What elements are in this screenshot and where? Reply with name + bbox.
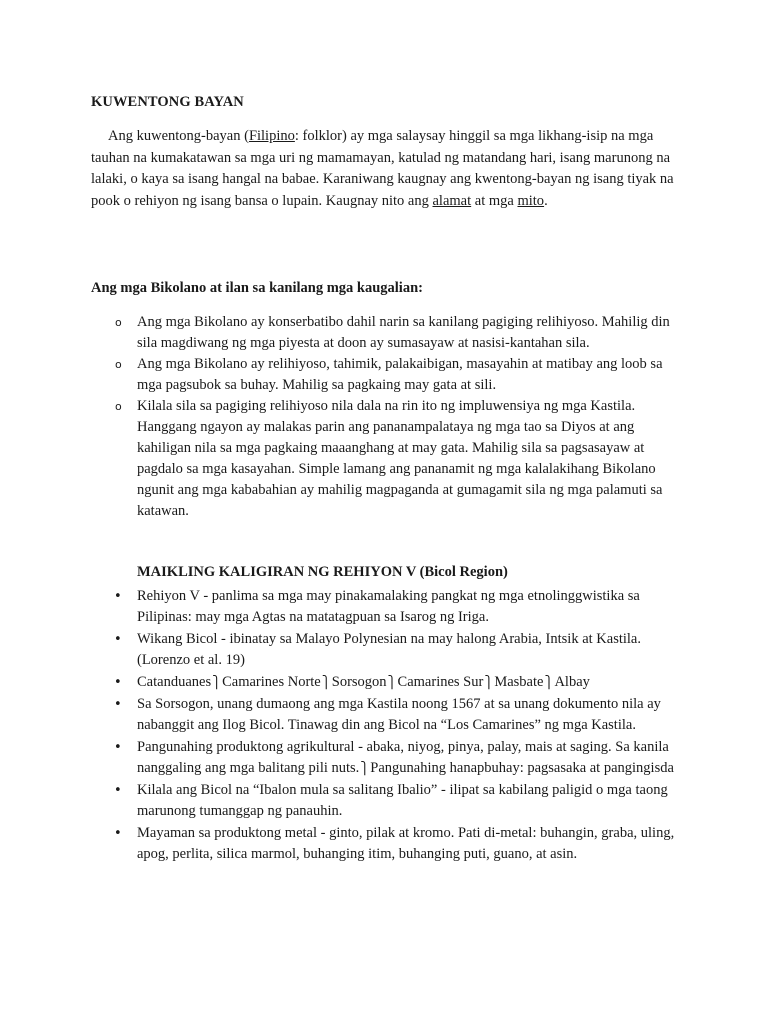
- province-name: Sorsogon: [331, 674, 387, 690]
- intro-paragraph: [91, 126, 691, 212]
- list-item-text: Sa Sorsogon, unang dumaong ang mga Kastila noong 1567 at sa unang dokumento nila ay nabanggit ang Ilog Bicol. Tinawag din ang Bicol na “Los Camarines” ng mga Kastila.: [137, 696, 661, 733]
- intro-text-3: at mga: [471, 192, 518, 209]
- circle-bullet-icon: o: [115, 400, 122, 413]
- list-item-text: Wikang Bicol - ibinatay sa Malayo Polynesian na may halong Arabia, Intsik at Kastila. (Lorenzo et al. 19): [137, 631, 641, 668]
- link-alamat[interactable]: alamat: [432, 192, 472, 209]
- list-item: [91, 629, 691, 671]
- circle-bullet-icon: o: [115, 358, 122, 371]
- province-name: Camarines Sur: [397, 674, 484, 690]
- disc-bullet-icon: •: [114, 589, 122, 604]
- province-name: Masbate: [494, 674, 544, 690]
- list-item-text: Ang mga Bikolano ay relihiyoso, tahimik, palakaibigan, masayahin at matibay ang loob sa mga pagsubok sa buhay. Mahilig sa pagkaing may gata at sili.: [137, 356, 663, 393]
- list-item: [91, 396, 691, 522]
- province-name: Catanduanes: [137, 674, 212, 690]
- bracket-separator-icon: ⎫: [544, 675, 554, 689]
- intro-text-4: .: [544, 192, 548, 209]
- list-item-text: Rehiyon V - panlima sa mga may pinakamalaking pangkat ng mga etnolinggwistika sa Pilipinas: may mga Agtas na matatagpuan sa Isarog ng Iriga.: [137, 588, 640, 625]
- link-filipino[interactable]: Filipino: [248, 128, 295, 144]
- list-item: [91, 823, 691, 865]
- list-item: [91, 312, 691, 354]
- disc-bullet-icon: •: [114, 632, 122, 647]
- list-item-text: Kilala ang Bicol na “Ibalon mula sa salitang Ibalio” - ilipat sa kabilang paligid o mga taong marunong tumanggap ng panauhin.: [137, 782, 668, 819]
- disc-bullet-icon: •: [114, 675, 122, 690]
- bracket-separator-icon: ⎫: [360, 761, 370, 775]
- list-item-text: Kilala sila sa pagiging relihiyoso nila dala na rin ito ng impluwensiya ng mga Kastila. Hanggang ngayon ay malakas parin ang pananampalataya ng mga tao sa Diyos at ang kahiligan nila sa mga pagkaing maaanghang at may gata. Mahilig sila sa pagsasayaw at pagdalo sa mga kasayahan. Simple lamang ang pananamit ng mga kalalakihang Bikolano ngunit ang mga kababahian ay mahilig magpaganda at gumagamit sila ng mga palamuti sa katawan.: [137, 398, 663, 519]
- bracket-separator-icon: ⎫: [212, 675, 222, 689]
- bracket-separator-icon: ⎫: [321, 675, 331, 689]
- disc-bullet-icon: •: [114, 697, 122, 712]
- list-item-text: Ang mga Bikolano ay konserbatibo dahil narin sa kanilang pagiging relihiyoso. Mahilig din sila magdiwang ng mga piyesta at doon ay sumasayaw at nasisi-kantahan sila.: [137, 314, 670, 351]
- province-name: Albay: [554, 674, 590, 690]
- bracket-separator-icon: ⎫: [484, 675, 494, 689]
- bracket-separator-icon: ⎫: [387, 675, 397, 689]
- section-title-region-v: MAIKLING KALIGIRAN NG REHIYON V (Bicol Region): [137, 564, 508, 580]
- list-item-provinces: [91, 672, 691, 693]
- list-item: [91, 694, 691, 736]
- list-item-text: Pangunahing produktong agrikultural - abaka, niyog, pinya, palay, mais at saging. Sa kanila nanggaling ang mga balitang pili nuts.: [137, 739, 669, 776]
- list-item-agriculture: [91, 737, 691, 779]
- list-item: [91, 780, 691, 822]
- region-v-list: [91, 586, 691, 866]
- section-title-bikolano: Ang mga Bikolano at ilan sa kanilang mga kaugalian:: [91, 280, 423, 296]
- list-item: [91, 586, 691, 628]
- list-item-text: Pangunahing hanapbuhay: pagsasaka at pangingisda: [370, 760, 674, 776]
- list-item: [91, 354, 691, 396]
- province-name: Camarines Norte: [222, 674, 321, 690]
- bikolano-customs-list: [91, 312, 691, 522]
- intro-text-2: : folklor) ay mga salaysay hinggil sa mga likhang-isip na mga tauhan na kumakatawan sa mga uri ng mamamayan, katulad ng matandang hari, isang marunong na lalaki, o kaya sa isang hangal na babae. Karaniwang kaugnay ang kwentong-bayan ng isang tiyak na pook o rehiyon ng isang bansa o lupain. Kaugnay nito ang: [91, 128, 674, 209]
- circle-bullet-icon: o: [115, 316, 122, 329]
- intro-text-1: Ang kuwentong-bayan (: [108, 128, 249, 144]
- disc-bullet-icon: •: [114, 826, 122, 841]
- disc-bullet-icon: •: [114, 783, 122, 798]
- link-mito[interactable]: mito: [517, 192, 545, 209]
- list-item-text: Mayaman sa produktong metal - ginto, pilak at kromo. Pati di-metal: buhangin, graba, uling, apog, perlita, silica marmol, buhanging itim, buhanging puti, guano, at asin.: [137, 825, 675, 862]
- disc-bullet-icon: •: [114, 740, 122, 755]
- document-heading: KUWENTONG BAYAN: [91, 94, 244, 110]
